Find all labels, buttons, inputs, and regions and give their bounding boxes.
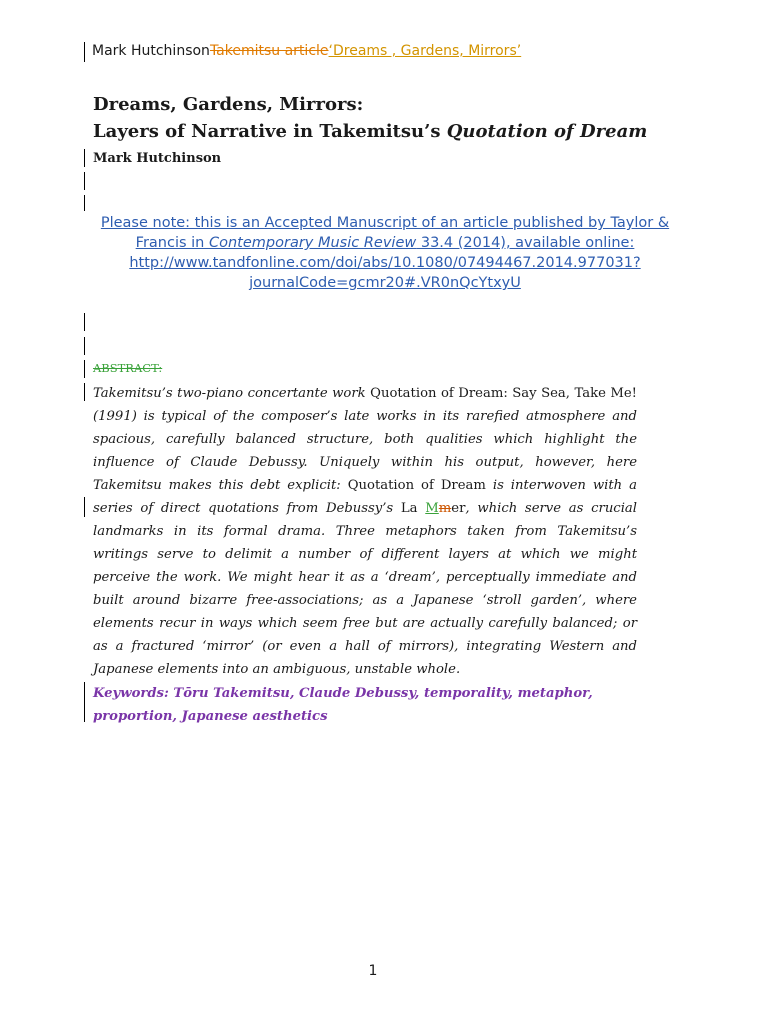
note-url-link[interactable]: http://www.tandfonline.com/doi/abs/10.1080/07494467.2014.977031? journalCode=gcmr20#.VR0nQcYtxyU <box>129 255 641 291</box>
note-text-1[interactable]: Please note: this is an Accepted Manuscript of an article published by Taylor & Francis in <box>100 215 670 251</box>
header-author: Mark Hutchinson <box>92 43 210 59</box>
change-bar <box>84 360 85 378</box>
abstract-mer-inserted: M <box>425 501 439 516</box>
keywords: Keywords: Tōru Takemitsu, Claude Debussy, temporality, metaphor, proportion, Japanese aesthetics <box>93 686 593 724</box>
abstract-text-3: is interwoven with a series of direct quotations from Debussy’s <box>93 478 638 516</box>
author-name: Mark Hutchinson <box>93 151 222 166</box>
page-number: 1 <box>368 963 378 979</box>
abstract-text-1: Takemitsu’s two-piano concertante work <box>93 386 371 401</box>
header-inserted-text: ‘Dreams , Gardens, Mirrors’ <box>328 43 522 59</box>
article-title <box>93 91 647 145</box>
note-text-2[interactable]: 33.4 (2014), available online: <box>416 235 635 251</box>
header-deleted-text: Takemitsu article <box>209 43 329 59</box>
running-header <box>92 43 521 59</box>
note-journal[interactable]: Contemporary Music Review <box>208 235 417 251</box>
change-bar <box>84 42 85 62</box>
abstract-work-short: Quotation of Dream <box>347 478 486 493</box>
abstract-mer-deleted: m <box>438 501 452 516</box>
change-bar <box>84 172 85 190</box>
abstract-work-title: Quotation of Dream: Say Sea, Take Me! <box>370 386 637 401</box>
change-bar <box>84 497 85 517</box>
title-line-1: Dreams, Gardens, Mirrors: <box>93 94 364 115</box>
manuscript-note <box>100 213 670 293</box>
change-bar <box>84 682 85 722</box>
abstract-paragraph <box>93 382 637 681</box>
abstract-la: La <box>400 501 426 516</box>
abstract-text-4: , which serve as crucial landmarks in its formal drama. Three metaphors taken from Takemitsu’s writings serve to delimit a number of different layers at which we might perceive the work. We might hear it as a ‘dream’, perceptually immediate and built around bizarre free-associations; as a Japanese ‘stroll garden’, where elements recur in ways which seem free but are actually carefully balanced; or as a fractured ‘mirror’ (or even a hall of mirrors), integrating Western and Japanese elements into an ambiguous, unstable whole. <box>93 501 637 677</box>
change-bar <box>84 383 85 401</box>
title-line-2-italic: Quotation of Dream <box>446 121 648 142</box>
abstract-label: ABSTRACT: <box>93 361 163 375</box>
change-bar <box>84 195 85 211</box>
abstract-mer-rest: er <box>451 501 466 516</box>
title-line-2-text: Layers of Narrative in Takemitsu’s <box>93 121 447 142</box>
abstract-text-2: (1991) is typical of the composer’s late works in its rarefied atmosphere and spacious, carefully balanced structure, both qualities which highlight the influence of Claude Debussy. Uniquely within his output, however, here Takemitsu makes this debt explicit: <box>93 409 637 493</box>
title-line-2 <box>93 118 647 145</box>
change-bar <box>84 337 85 355</box>
change-bar <box>84 313 85 331</box>
change-bar <box>84 149 85 167</box>
